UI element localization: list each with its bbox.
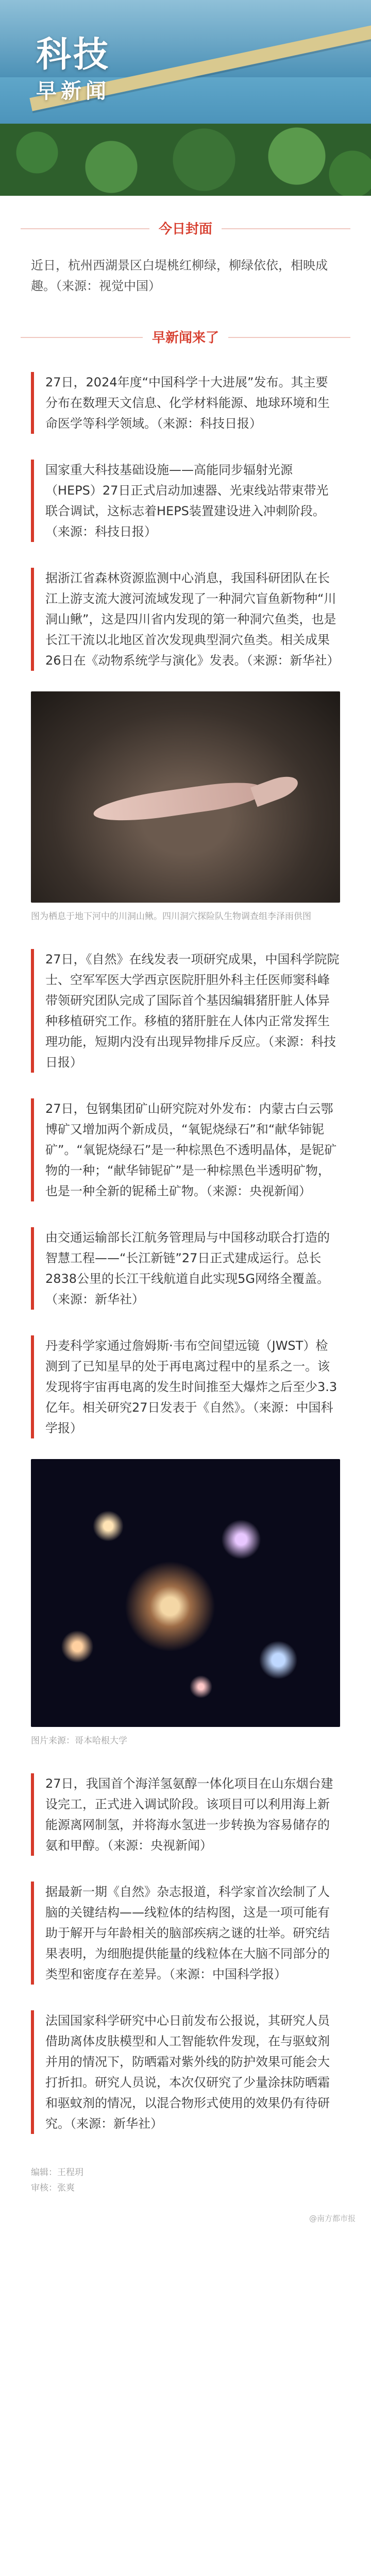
- watermark: @南方都市报: [309, 2214, 356, 2223]
- news-item: 27日，《自然》在线发表一项研究成果，中国科学院院士、空军军医大学西京医院肝胆外科主任医师窦科峰带领研究团队完成了国际首个基因编辑猪肝脏人体异种移植研究工作。移植的猪肝脏在人体内正常发挥生理功能，短期内没有出现异物排斥反应。（来源：科技日报）: [31, 949, 340, 1073]
- news-item: 丹麦科学家通过詹姆斯·韦布空间望远镜（JWST）检测到了已知星早的处于再电离过程中的星系之一。该发现将宇宙再电离的发生时间推至大爆炸之后至少3.3亿年。相关研究27日发表于《自然》。（来源：中国科学报）: [31, 1335, 340, 1438]
- news-item: 由交通运输部长江航务管理局与中国移动联合打造的智慧工程——“长江新链”27日正式建成运行。总长2838公里的长江干线航道自此实现5G网络全覆盖。（来源：新华社）: [31, 1227, 340, 1310]
- galaxy-photo: [31, 1459, 340, 1727]
- news-item: 据最新一期《自然》杂志报道，科学家首次绘制了人脑的关键结构——线粒体的结构图，这是一项可能有助于解开与年龄相关的脑部疾病之谜的壮举。研究结果表明，为细胞提供能量的线粒体在大脑不同部分的类型和密度存在差异。（来源：中国科学报）: [31, 1882, 340, 1985]
- cover-heading-label: 今日封面: [149, 218, 222, 238]
- news-item: 27日，2024年度“中国科学十大进展”发布。其主要分布在数理天文信息、化学材料能源、地球环境和生命医学等科学领域。（来源：科技日报）: [31, 372, 340, 434]
- news-item: 27日，我国首个海洋氢氨醇一体化项目在山东烟台建设完工，正式进入调试阶段。该项目可以利用海上新能源离网制氢，并将海水氢进一步转换为容易储存的氨和甲醇。（来源：央视新闻）: [31, 1773, 340, 1856]
- photo-caption: 图为栖息于地下河中的川洞山鳅。四川洞穴探险队生物调查组李泽雨供图: [31, 911, 311, 922]
- fish-shape: [92, 777, 264, 826]
- hero-banner: [0, 0, 371, 196]
- page-bottom: [0, 2196, 371, 2237]
- news-item: 法国国家科学研究中心日前发布公报说，其研究人员借助离体皮肤模型和人工智能软件发现，在与驱蚊剂并用的情况下，防晒霜对紫外线的防护效果可能会大打折扣。研究人员说，本次仅研究了少量涂抹防晒霜和驱蚊剂的情况，以混合物形式使用的效果仍有待研究。（来源：新华社）: [31, 2010, 340, 2134]
- fish-tail-shape: [250, 772, 301, 807]
- photo-caption: 图片来源：哥本哈根大学: [31, 1736, 127, 1746]
- reviewer-credit: 审核：张爽: [31, 2183, 75, 2193]
- trees-image: [0, 124, 371, 196]
- brand-title: 科技: [36, 35, 111, 75]
- news-item: 27日，包钢集团矿山研究院对外发布：内蒙古白云鄂博矿又增加两个新成员，“氧铌烧绿石”和“献华铈铌矿”。“氧铌烧绿石”是一种棕黑色不透明晶体，是铌矿物的一种；“献华铈铌矿”是一种棕黑色半透明矿物，也是一种全新的铌稀土矿物。（来源：央视新闻）: [31, 1098, 340, 1201]
- editor-credit: 编辑：王程玥: [31, 2167, 83, 2178]
- credits: [31, 2165, 340, 2196]
- news-item: 国家重大科技基础设施——高能同步辐射光源（HEPS）27日正式启动加速器、光束线站带束带光联合调试，这标志着HEPS装置建设进入冲刺阶段。（来源：科技日报）: [31, 460, 340, 542]
- cave-fish-photo: [31, 691, 340, 903]
- news-heading: [21, 327, 350, 346]
- cover-heading: [21, 218, 350, 238]
- news-heading-label: 早新闻来了: [143, 327, 228, 346]
- brand-logo: [36, 36, 110, 104]
- cover-text: 近日，杭州西湖景区白堤桃红柳绿，柳绿依依，相映成趣。（来源：视觉中国）: [31, 258, 328, 293]
- news-item: 据浙江省森林资源监测中心消息，我国科研团队在长江上游支流大渡河流域发现了一种洞穴盲鱼新物种“川洞山鳅”，这是四川省内发现的第一种洞穴鱼类，也是长江干流以北地区首次发现典型洞穴鱼类。相关成果26日在《动物系统学与演化》发表。（来源：新华社）: [31, 568, 340, 671]
- brand-subtitle: 早新闻: [36, 79, 110, 103]
